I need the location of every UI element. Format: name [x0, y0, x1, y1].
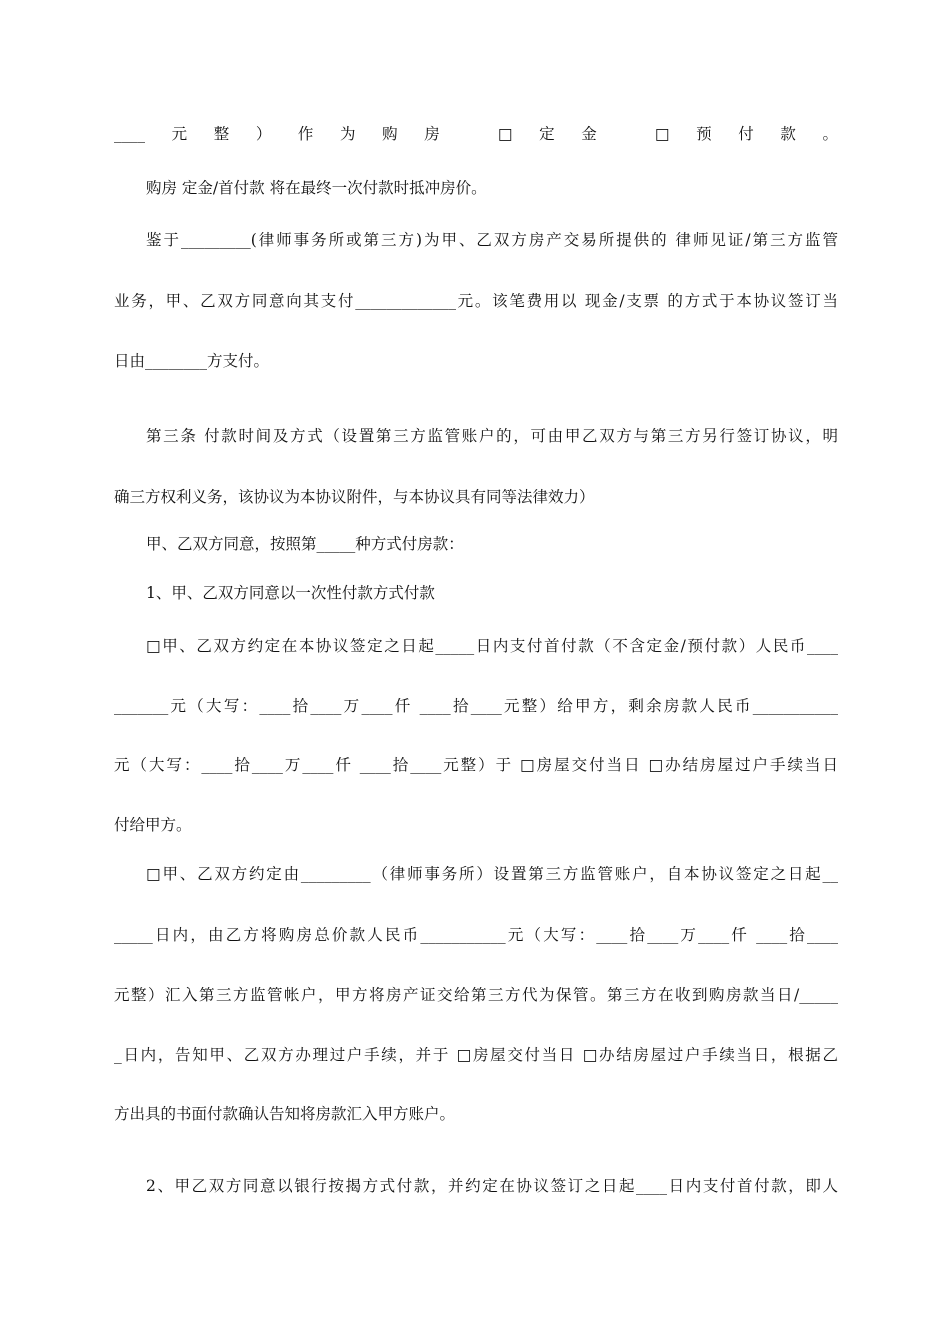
text-line: 第三条 付款时间及方式（设置第三方监管账户的，可由甲乙双方与第三方另行签订协议，明: [146, 427, 838, 445]
text-line: 方出具的书面付款确认告知将房款汇入甲方账户。: [114, 1105, 456, 1123]
text-line: ____元整）作为购房 □定金 □预付款。: [114, 125, 838, 143]
text-line: _____日内，由乙方将购房总价款人民币___________元（大写：____拾____万____仟 ____拾____: [114, 926, 838, 944]
text-line: 甲、乙双方同意，按照第_____种方式付房款：: [146, 535, 464, 553]
text-line: _______元（大写：____拾____万____仟 ____拾____元整）给甲方，剩余房款人民币___________: [114, 697, 838, 715]
text-line: 确三方权利义务，该协议为本协议附件，与本协议具有同等法律效力）: [114, 488, 595, 506]
text-line: 购房 定金/首付款 将在最终一次付款时抵冲房价。: [146, 179, 487, 197]
text-line: 元（大写：____拾____万____仟 ____拾____元整）于 □房屋交付当日 □办结房屋过户手续当日: [114, 756, 838, 774]
text-line: 鉴于_________(律师事务所或第三方)为甲、乙双方房产交易所提供的 律师见证/第三方监管: [146, 231, 838, 249]
text-line: 2、甲乙双方同意以银行按揭方式付款，并约定在协议签订之日起____日内支付首付款，即人: [146, 1177, 838, 1195]
text-line: 业务，甲、乙双方同意向其支付_____________元。该笔费用以 现金/支票 的方式于本协议签订当: [114, 292, 838, 310]
text-line: 元整）汇入第三方监管帐户，甲方将房产证交给第三方代为保管。第三方在收到购房款当日/_____: [114, 986, 838, 1004]
text-line: □甲、乙双方约定在本协议签定之日起_____日内支付首付款（不含定金/预付款）人民币____: [146, 637, 838, 655]
text-line: 日由________方支付。: [114, 352, 270, 370]
text-line: 1、甲、乙双方同意以一次性付款方式付款: [146, 584, 435, 602]
text-line: 付给甲方。: [114, 816, 192, 834]
text-line: _日内，告知甲、乙双方办理过户手续，并于 □房屋交付当日 □办结房屋过户手续当日，根据乙: [114, 1046, 838, 1064]
text-line: □甲、乙双方约定由_________（律师事务所）设置第三方监管账户，自本协议签定之日起__: [146, 865, 838, 883]
